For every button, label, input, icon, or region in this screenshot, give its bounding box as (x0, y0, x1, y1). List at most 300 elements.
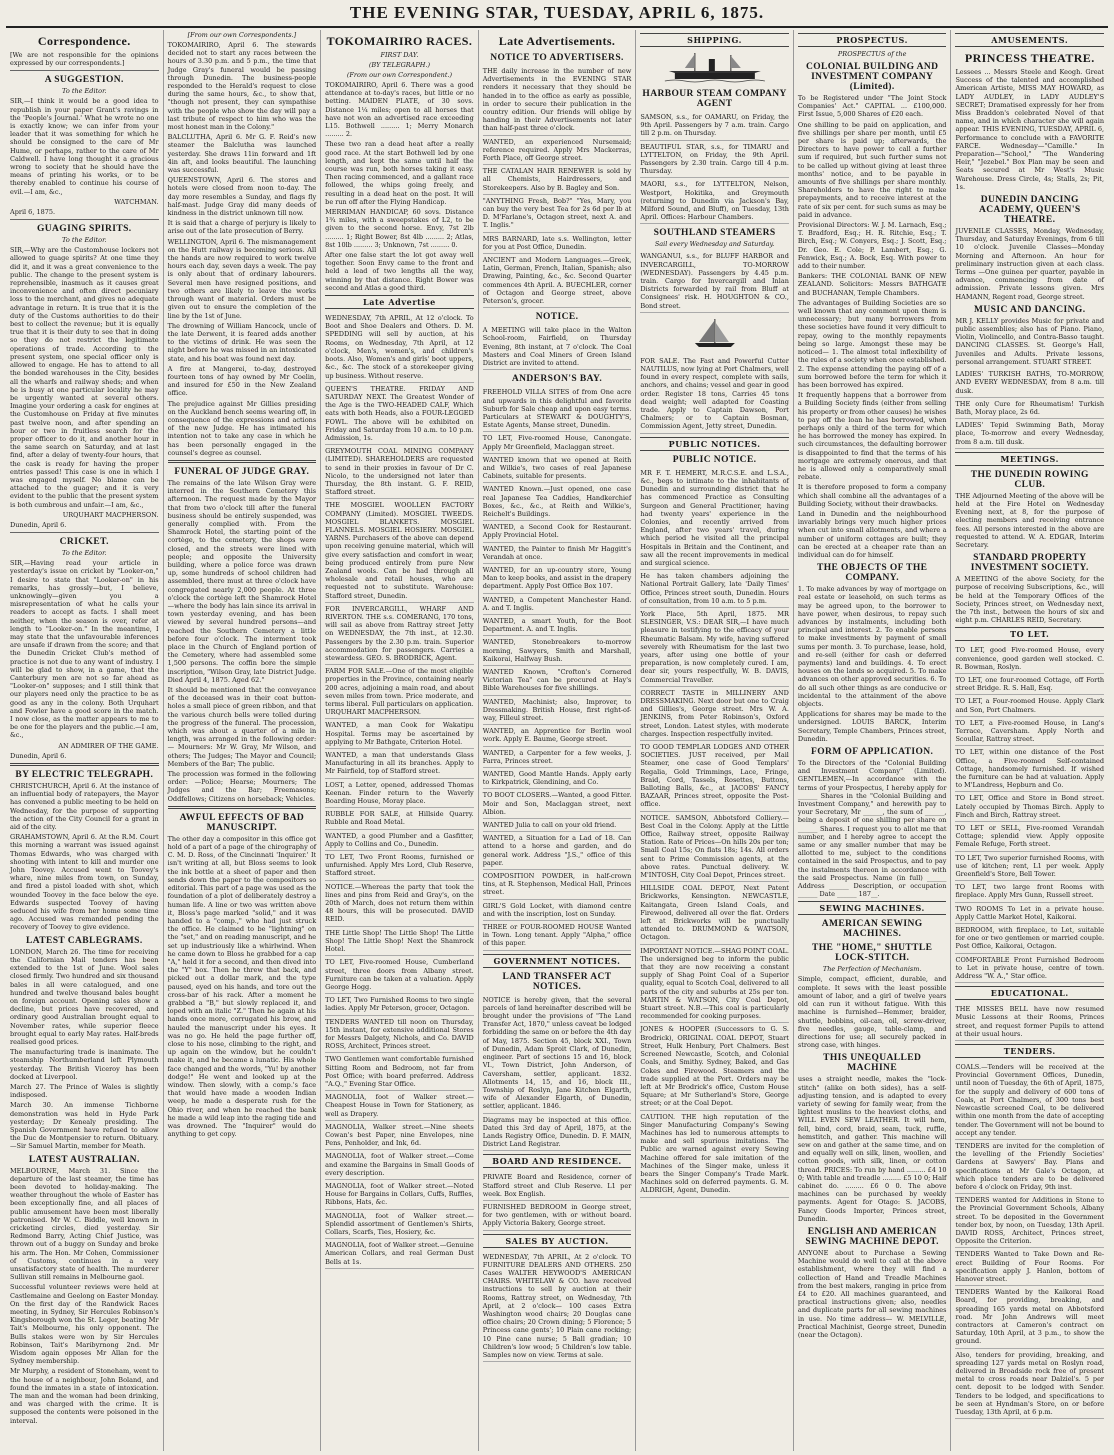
ad-text: TO LET, Two Front Rooms, furnished or unfurnished. Apply Mrs Lord, Club Reserve, Stafford street. (325, 853, 474, 878)
ad-text: NOTICE is hereby given, that the several parcels of land hereinafter described will be brought under the provisions of "The Land Transfer Act, 1870," unless caveat be lodged forbidding the same on or before the 4th day of May, 1875. Section 45, block XXI., Town of Dunedin, Adam Sproit Clark, of Dunedin, engineer. Part of sections 15 and 16, block VI., Town District, John Anderson, of Caversham, settler, applicant. 1832. Allotments 14, 15, and 16, block III., Township of Roslyn, Jane Kitchen Elgarth, wife of Alexander Elgarth, of Dunedin, settler, applicant. 1846. (482, 995, 632, 1111)
ad-text: TO LET or SELL, Five-roomed Verandah Cottage; splendid view. Apply opposite Female Refuge, Forth street. (955, 824, 1105, 849)
advertisement (325, 445, 474, 499)
ad-text: WANTED, Good Mantle Hands. Apply early to Kirkpatrick, Glendining, and Co. (482, 770, 632, 787)
section-banner: AMUSEMENTS. (955, 33, 1104, 47)
ad-text: TO LET, a Four-roomed House. Apply Clark and Son, Port Chalmers. (955, 697, 1105, 714)
advertisement (483, 386, 632, 432)
ad-text: He has taken chambers adjoining the National Portrait Gallery, late 'Daily Times' Office, Princes street south, Dunedin. Hours of consultation, from 10 a.m. to 5 p.m. (640, 572, 789, 605)
advertisement (955, 674, 1104, 695)
ad-text: WANTED, Stonebreakers to-morrow morning, Sawyers, Smith and Marshall, Kaikorai, Halfway Bush. (482, 638, 632, 663)
advertisement (640, 178, 789, 224)
ad-text: COALS.—Tenders will be received at the Provincial Government Offices, Dunedin, until noon of Tuesday, the 6th of April, 1875, for the supply and delivery of 600 tons of Coals, at Port Chalmers, of 300 tons best Newcastle screened Coal, to be delivered within one month from the date of accepting tender. The Government will not be bound to accept any tender. (955, 1063, 1105, 1137)
advertisement (325, 1150, 474, 1180)
article-body: Mr Murphy, a resident of Stoneham, went to the house of a neighbour, John Boland, and found the inmates in a state of intoxication. The man and the woman had been drinking, and was charged with the crime. It is supposed the contents were poisoned in the interval. (10, 1367, 159, 1425)
advertisement (955, 1140, 1104, 1194)
article-body: These two ran a dead heat after a really good race. At the start Bothwell led by one length, and kept the same until half the course was run, both horses taking it easy. Then racing commenced, and a gallant race followed, the whips going freely, and resulting in a dead heat on the post. It will be run off after the Flying Handicap. (325, 140, 474, 206)
advertisement (955, 1349, 1104, 1420)
advertisement (325, 779, 474, 809)
ad-text: WANTED Known.—Just opened, one case real Japanese Tea Caddies, Handkerchief Boxes, &c., &c., at Reith and Wilkie's, Reichelt's Buildings. (482, 485, 632, 518)
ad-heading: AMERICAN SEWING MACHINES. (821, 919, 923, 940)
section-banner: Late Advertise (325, 295, 474, 309)
advertisement (325, 881, 474, 927)
advertisement (955, 924, 1104, 954)
section-banner: EDUCATIONAL. (955, 986, 1104, 1000)
advertisement (325, 665, 474, 719)
article-body: It should be mentioned that the conveyance of the deceased was in their coat button-holes a small piece of green ribbon, and that the various church bells were tolled during the progress of the funeral. The procession, which was about a quarter of a mile in length, was arranged in the following order:— Mourners: Mr W. Gray, Mr Wilson, and others; The Judges; The Mayor and Council; Members of the Bar; The public. (167, 686, 317, 768)
advertisement (483, 254, 632, 308)
divider (10, 532, 159, 533)
article-heading: AWFUL EFFECTS OF BAD MANUSCRIPT. (179, 812, 305, 833)
ad-subheading: Sail every Wednesday and Saturday. (654, 240, 775, 249)
ad-text: TO LET, Two superior furnished Rooms, with use of kitchen; rent, L1 per week. Apply Greenfield's Store, Bell Tower. (955, 853, 1105, 879)
ad-text: TO LET, Office and Store in Bond street. Lately occupied by Thomas Birch. Apply to Finch and Birch, Rattray street. (955, 794, 1105, 819)
ad-text: MRS BARNARD, late s.s. Wellington, letter for you at Post Office, Dunedin. (482, 234, 632, 251)
advertisement (325, 499, 474, 602)
section-banner: PUBLIC NOTICES. (640, 437, 789, 451)
advertisement (325, 830, 474, 851)
column-2 (163, 30, 321, 1451)
advertisement (325, 956, 474, 994)
ad-text: WANTED, for an up-country store, Young Man to keep books, and assist in the drapery department. Apply Post Office Box 107. (482, 565, 632, 591)
ad-text: MAGNOLIA, foot of Walker street.—Genuine American Collars, and real German Dust Bells at 1s. (325, 1241, 474, 1266)
ad-text: THE Little Shop! The Little Shop! The Little Shop! The Little Shop! Next the Shamrock Hotel. (325, 928, 474, 954)
ad-text: WANTED, the Painter to finish Mr Haggitt's Verandah at once. (482, 544, 632, 561)
article-body: QUEENSTOWN, April 6. The stores and hotels were closed from noon to-day. The day more resembles a Sunday, and flags fly half-mast. Judge Gray did many deeds of kindness in the district unknown till now. (167, 176, 317, 218)
ad-text: ANCIENT and Modern Languages.—Greek, Latin, German, French, Italian, Spanish; also Drawing, Painting, &c., &c. Second Quarter commences 4th April. A. BUECHLER, corner of Octagon and George street, above Peterson's, grocer. (482, 256, 632, 306)
ad-text: WANTED known that we opened at Reith and Wilkie's, two cases of real Japanese Cabinets, suitable for presents. (482, 455, 632, 481)
column-6 (793, 30, 951, 1451)
cutter-jib (716, 323, 729, 342)
section-banner: TENDERS. (955, 1044, 1104, 1058)
advertisement (640, 812, 789, 883)
advertisement (483, 233, 632, 254)
ad-text: A MEETING will take place in the Walton School-room, Fairfield, on Thursday Evening, 8th instant, at 7 o'clock. The Coal Masters and Coal Miners of Green Island District are invited to attend. (482, 326, 632, 368)
advertisement (325, 1210, 474, 1240)
advertisement (640, 741, 789, 812)
ad-text: COMPOSITION POWDER, in half-crown tins, at R. Stephenson, Medical Hall, Princes street. (482, 872, 632, 897)
article-body: TOKOMAIRIRO, April 6. The stewards decided not to start any races between the hours of 3.30 p.m. and 5 p.m., the time that Judge Gray's funeral would be passing through Dunedin. The business-people responded to the Herald's request to close during the same hours, &c., to show that, "though not present, they can sympathise with the people who show the day will pay a last tribute of respect to him who was the most honest man in the Colony." (167, 41, 317, 132)
ad-text: LOST, a Letter, opened, addressed Thomas Keenan. Finder return to the Waverly Boarding House, Moray place. (325, 780, 474, 806)
ad-text: TWO ROOMS To Let in a private house. Apply Cattle Market Hotel, Kaikorai. (955, 904, 1105, 921)
ad-text: MR J. KELLY provides Music for private and public assemblies; also has of Piano. Piano, Violin, Violincello, and Contra-Basso taught. DANCING CLASSES. St. George's Hall, Juveniles and Adults. Private lessons, personal arrangement. STUART STREET. (955, 316, 1105, 366)
ad-text: A MEETING of the above Society, for the purpose of receiving Subscriptions, &c., will be held at the Temporary Offices of the Society, Princes street, on Wednesday next, the 7th inst., between the hours of six and eight p.m. CHARLES REID, Secretary. (955, 575, 1105, 625)
ad-text: THE only Cure for Rheumatism! Turkish Bath, Moray place, 2s 6d. (955, 399, 1105, 416)
advertisement (640, 250, 789, 312)
letter-body: SIR,—Having read your article in yesterday's issue on cricket by "Looker-on," I desire to state that "Looker-on" in his remarks, has grossly—but, I believe, unknowingly—given you a misrepresentation of what he calls your readers to accept as facts. I shall meet neither, when the season is over, refer at length to "Looker-on." In the meantime, I may state that the unfavourable inferences are unsafe if drawn from the score; and that the Dunedin Cricket Club's method of practice is not due to any want of industry. I will be glad to show, in a game, that the Canterbury men are not so far ahead as "Looker-on" supposes; and I still think that our players need only the practice to be as good as any in the colony. Both Urquhart and Fowler have a good score in the match. I now close, as the matter appears to me to be one for the players and the public.—I am, &c., (10, 559, 159, 740)
ad-text: THE MOSGIEL WOOLLEN FACTORY COMPANY (Limited). MOSGIEL TWEEDS. MOSGIEL BLANKETS. MOSGIEL FLANNELS. MOSGIEL HOSIERY. MOSGIEL YARNS. Purchasers of the above can depend upon receiving genuine material, which will give every satisfaction and comfort in wear, being produced entirely from pure New Zealand wools. Can be had through all wholesale and retail houses, who are requested not to substitute. Warehouse: Stafford street, Dunedin. (325, 501, 474, 600)
ad-heading: THE "HOME," SHUTTLE LOCK-STITCH. (812, 943, 933, 964)
ad-text: COMFORTABLE Front Furnished Bedroom to Let in private house, centre of town. Address "W. A.," Star office. (955, 955, 1105, 981)
advertisement (955, 746, 1104, 792)
ad-text: FARM FOR SALE.—One of the most eligible properties in the Province, containing nearly 200 acres, adjoining a main road, and about seven miles from town. Price moderate, and terms liberal. Full particulars on application. URQUHART MACPHERSON. (325, 667, 474, 717)
article-body: A fire at Mangerei, to-day, destroyed fourteen tons of hay owned by Mr Coelin, and insured for £50 in the New Zealand office. (167, 364, 317, 398)
article-body: March 30. An immense Tichborne demonstration was held in Hyde Park yesterday; Dr Kenealy presiding. The Spanish Government have refused to allow the Duc de Montpensier to return. Obituary.—Sir Samuel Martin, member for Meath. (10, 1101, 159, 1151)
letter-date: April 6, 1875. (10, 208, 56, 217)
ad-text: TENDERS Wanted by the Kaikorai Road Board, for providing, breaking, and spreading 165 yards metal on Abbotsford road. Mr John Andrews will meet contractors at Cameron's contract on Saturday, 10th April, at 3 p.m., to show the ground. (955, 1288, 1105, 1346)
masthead-title: THE EVENING STAR, TUESDAY, APRIL 6, 1875. (349, 3, 765, 22)
ad-text: WEDNESDAY, 7th APRIL, At 2 o'clock. TO FURNITURE DEALERS AND OTHERS. 250 Cases WALTER HEYWOOD'S AMERICAN CHAIRS. WHITELAW & CO. have received instructions to sell by auction at their Rooms, Rattray street, on Wednesday, 7th April, at 2 o'clock— 100 cases Extra Washington wood chairs; 20 Douglas cane office chairs; 20 Crown dining; 5 Florence; 5 Princess cane gents'; 10 Plain cane rocking; 10 Pine cane nurse; 5 Ball gradian; 10 Children's low wood; 5 Children's low table. Samples now on view. Terms at sale. (482, 1252, 632, 1359)
divider (168, 460, 317, 463)
advertisement (325, 851, 474, 881)
divider (10, 70, 159, 71)
cutter-sail (699, 320, 715, 342)
advertisement (955, 1248, 1104, 1286)
advertisement (955, 954, 1104, 984)
ad-text: SAMSON, s.s., for OAMARU, on Friday, the 9th April. Passengers by 7 a.m. train. Cargo till 2 p.m. on Thursday. (640, 113, 789, 138)
ad-text: Simple, compact, efficient, durable, and complete. It sews with the least possible amount of labor, and a girl of twelve years old can run it without fatigue. With this machine is furnished—Hemmer, braider, shuttle, bobbins, oil-can, oil, screw-driver, five needles, gauge, table-clamp, and directions for use; all securely packed in strong case, with hinges. (797, 975, 947, 1050)
article-body: BALCLUTHA, April 6. Mr G. F. Reid's new steamer the Balclutha was launched yesterday. She draws 11in forward and 1ft 4in aft, and looks beautiful. The launching was successful. (167, 133, 317, 175)
advertisement (325, 312, 474, 383)
ad-text: TENDERS wanted for Additions in Stone to the Provincial Government Schools, Albany street. To be deposited in the Government tender box, by noon, on Tuesday, 13th April. DAVID ROSS, Architect, Princes street, Opposite the Criterion. (955, 1196, 1105, 1246)
masthead (6, 0, 1108, 28)
ad-text: CAUTION. THE high reputation of the Singer Manufacturing Company's Sewing Machines has led to numerous attempts to make and sell spurious imitations. The Public are warned against every Sewing Machine offered for sale imitation of the Machines of the Singer make, unless it bears the Singer Company's Trade Mark. Machines sold on deferred payments. G. M. ALDRIGH, Agent, Dunedin. (640, 1112, 789, 1195)
advertisement (483, 921, 632, 951)
prospectus-text: Bankers: THE COLONIAL BANK OF NEW ZEALAND. Solicitors: Messrs BATHGATE and BUCHANAN, Temple Chambers. (797, 272, 947, 297)
prospectus-text: The advantages of Building Societies are so well known that any comment upon them is unnecessary; but many borrowers from these societies have found it very difficult to repay, owing to the monthly repayments being so large. Amongst these may be noticed— 1. The almost total inflexibility of the rules of a society when once established. 2. The expense attending the paying off of a sum borrowed before the term for which it has been borrowed has expired. (797, 298, 947, 389)
ad-heading: COLONIAL BUILDING AND INVESTMENT COMPANY (Limited). (805, 62, 939, 92)
section-heading: Correspondence. (37, 34, 131, 48)
article-body: CHRISTCHURCH, April 6. At the instance of an influential body of ratepayers, the Mayor has convened a public meeting to be held on Wednesday, for the purpose of supporting the action of the City Council for a grant in aid of the city. (10, 782, 159, 832)
advertisement (483, 454, 632, 484)
advertisement (325, 1016, 474, 1054)
article-heading: GUAGING SPIRITS. (37, 224, 132, 235)
advertisement (483, 832, 632, 870)
article-heading: TOKOMAIRIRO RACES. (326, 34, 473, 48)
article-heading: FUNERAL OF JUDGE GRAY. (174, 466, 310, 477)
ad-text: TENDERS are invited for the completion of the levelling of the Friendly Societies' Gardens at Sawyers' Bay. Plans and specifications at Mr Gale's Octagon, at which place tenders are to be delivered before 4 o'clock on Friday, 9th inst. (955, 1141, 1105, 1191)
advertisement (483, 521, 632, 542)
ad-text: MAORI, s.s., for LYTTELTON, Nelson, Westport, Hokitika, and Greymouth (returning to Dunedin via Jackson's Bay, Milford Sound, and Bluff), on Tuesday, 13th April. Offices: Harbour Chambers. (640, 180, 789, 222)
ad-text: WANTED, a Second Cook for Restaurant. Apply Provincial Hotel. (482, 523, 632, 540)
article-body: It is said that a charge of perjury is likely to arise out of the late prosecution of Berry. (167, 219, 317, 236)
letter-body: SIR,—I think it would be a good idea to republish in your paper Grant's ravings in the 'People's Journal.' What he wrote no one is exactly know; we can infer from your leader that it was something for which he should be consigned to the care of Mr Hume, or perhaps, rather to the care of Mr Caldwell. I have long thought it a gracious wrong to society that he should have the means of printing his works, or to be thereby enabled to continue his course of evil.—I am, &c., (10, 97, 159, 196)
prospectus-text: 1. To make advances by way of mortgage on real estate or leasehold, on such terms as may be agreed upon, to the borrower to have power, when desirous, to repay such advances by instalments, including both principal and interest. 2. To enable persons to make investments by payment of small sums per month. 3. To purchase, lease, hold, and re-sell (either for cash or deferred payments) land and buildings. 4. To erect houses on the lands so acquired. 5. To make advances on other approved securities. 6. To do all such other things as are conducive or incidental to the attainment of the above objects. (797, 585, 947, 709)
ad-text: Also, tenders for providing, breaking, and spreading 127 yards metal on Roslyn road, delivered in Broadside rock free of present metal to cross roads near Dalziel's. 5 per cent. deposit to be lodged with Sender. Tenders to be lodged, and specifications to be seen at Hyndman's Store, on or before Tuesday, 13th April, at 6 p.m. (955, 1350, 1105, 1416)
ad-text: NOTICE.—Whereas the party that took the lines and pins from Reid and Gray's, on the 20th of March, does not return them within 48 hours, this will be prosecuted. DAVID REID. (325, 882, 474, 924)
ad-text: JONES & HOOPER (Successors to G. S. Brodrick), ORIGINAL COAL DEPOT, Stuart Street, Hulk Henbury, Port Chalmers. Best Screened Newcastle, Scotch, and Colonial Coals, and Smithy. Sydney, Baked, and Gas Cokes and Firewood. Steamers and the trade supplied at the Port. Orders may be left at Mr Brodrick's office, Custom House Square; at Mr Sutherland's Store, George street; or at the Coal Depot. (640, 1025, 789, 1108)
ad-text: "ANYTHING Fresh, Bob?" "Yes, Mary, you can buy the very best Tea for 2s 6d per lb at D. M'Farlane's, Octagon street, next A. and T. Inglis." (482, 196, 632, 230)
article-body: GRAHAMSTOWN, April 6. At the R.M. Court this morning a warrant was issued against Thomas Edwards, who was charged with shooting with intent to kill and murder one John Toovey. Accused went to Toovey's whare, nine miles from town, on Sunday, and fired a pistol loaded with shot, which wounded Toovey in the face below the eye. Edwards suspected Toovey of having seduced his wife from her home some time ago. Accused was remanded pending the recovery of Toovey to give evidence. (10, 833, 159, 932)
section-banner: BOARD AND RESIDENCE. (483, 1154, 632, 1168)
article-body: The other day a compositor in this office got hold of a part of a page of the chirography of C. M. D. Ross, of the Cincinnati 'Inquirer.' It isn't writing at all, but Bloss seems to look the ink bottle at a sheet of paper and then sends down the paper to the compositors so editorial. This part of a page was used as the foundation of a plot of deliberately destroy a human life. A line or two was written above it, Bloss's page marked "solid," and it was handed to a "comp.," who had just struck the office. He claimed to be "lightning" on the "set," and on reading manuscript, and he set up industriously like a whirlwind. When he came down to Bloss he grabbed for a cap "A," held it for a second, and then dived into the "Y" box. Then he threw that back, and picked out a dollar mark, and the type paused, eyed on his hands, and tore out the cross-bar of his rack. After a moment he grabbed a "B," but slowly replaced it, and loped with an italic "Z." Then he again at his hands once more, corrugated his brow, and hauled the manuscript under his eyes. It was no go. He held the page further off, close to his nose, climbing to the right, and up again on the window, but he couldn't make it, and he became a lunatic. His whole face changed and the words, "Yu! by another dodge!" He went and looked up at the window. Then slowly, with a comp.'s face that would have made a wooden Indian weep, he made a desperate rush for the Ohio river, and when he reached the bank he made a wild leap into the raging tide and was drowned. The "Inquirer" would do anything to get copy. (167, 834, 317, 1139)
ad-heading: THE OBJECTS OF THE COMPANY. (816, 563, 928, 584)
ad-text: WANTED, a man that understands Glass Manufacturing in all its branches. Apply to Mr Fairfield, top of Stafford street. (325, 751, 474, 776)
letter-body: SIR,—Why are the Customhouse lockers not allowed to guage spirits? At one time they did it, and it was a great convenience to the public. The change to the present system is reprehensible, inasmuch as it causes great inconvenience and often direct pecuniary loss to the merchant, and gives no adequate advantage in return. It is true that it is the duty of the Customs authorities to do their best to collect the revenue; but it is equally true that it is their duty to see that in doing so they do not restrict the legitimate operations of trade. According to the present system, one special officer only is allowed to engage. He has to attend to all the bonded warehouses in the City, besides all the wharfs and railway sheds; and when he is busy at one particular locality he may be urgently wanted at several others. Imagine your ordering a cask for engines at the Customhouse on Friday at five minutes past twelve noon, and after spending an hour or two in fruitless search for the proper officer to do it, and another hour in the same search on Saturday, and at last find, after a delay of twenty-four hours, that the cask is ready for having the proper entries passed! This case is one in which I was engaged myself. No blame can be attached to the guager; and it is very evident to the public that the present system is both cumbrous and unfair.—I am, &c., (10, 246, 159, 509)
ad-text: TWO Gentlemen want comfortable furnished Sitting Room and Bedroom, not far from Post Office; with board preferred. Address "A.Q.," Evening Star Office. (325, 1055, 474, 1088)
ad-text: WANTED, a Situation for a Lad of 18. Can attend to a horse and garden, and do general work. Address "J.S.," office of this paper. (482, 834, 632, 867)
ship-sail (685, 54, 695, 68)
advertisement (483, 636, 632, 666)
advertisement (483, 1201, 632, 1231)
advertisement (640, 945, 789, 1024)
advertisement (483, 1171, 632, 1201)
article-subheading: (From our own Correspondent.) (346, 71, 453, 79)
ad-text: TENDERS Wanted to Take Down and Re-erect Building of Four Rooms. For specification apply J. Hanlon, bottom of Hanover street. (955, 1250, 1105, 1283)
advertisement (483, 594, 632, 615)
prospectus-text: It is therefore proposed to form a company which shall combine all the advantages of a Building Society, without their drawbacks. (797, 483, 947, 508)
column-1 (6, 30, 163, 1451)
prospectus-text: One shilling to be paid on application, and five shillings per share per month, until £5 per share is paid up; afterwards, the Directors to have power to call a further sum if required, but such further sums not to be called up without giving at least three months' notice, and to be payable in amounts of five shillings per share monthly. Shareholders to have the right to make prepayments, and to receive interest at the rate of six per cent. for such sums as may be paid in advance. (797, 120, 947, 219)
ad-subheading: The Perfection of Mechanism. (822, 965, 922, 974)
advertisement (640, 355, 789, 434)
section-banner: SEWING MACHINES. (798, 901, 947, 915)
section-banner: GOVERNMENT NOTICES. (483, 954, 632, 968)
ad-text: TO LET, one four-roomed Cottage, off Forth street Bridge. R. S. Hall, Esq. (955, 675, 1105, 693)
ad-text: BEAUTIFUL STAR, s.s., for TIMARU and LYTTELTON, on Friday, the 9th April. Passengers by 2.30 train. Cargo till 4 p.m. Thursday. (640, 142, 789, 176)
advertisement (483, 615, 632, 636)
ad-heading: ANDERSON'S BAY. (511, 374, 603, 385)
advertisement (325, 927, 474, 957)
advertisement (483, 900, 632, 921)
ad-text: WANTED, Machinist; also, Improver, to Dressmaking. British House, first right-of-way, Filleul street. (482, 697, 632, 722)
article-heading: LATEST CABLEGRAMS. (25, 935, 143, 946)
ad-text: TO LET, Five-roomed House, Cumberland street, three doors from Albany street. Furniture can be taken at a valuation. Apply George Hogg. (325, 958, 474, 991)
advertisement (955, 1194, 1104, 1248)
ad-text: TENDERS WANTED till noon on Thursday, 15th instant, for extensive additional Stores for Messrs Dalgety, Nichols, and Co. DAVID ROSS, Architect, Princes street. (325, 1017, 474, 1051)
article-body: MELBOURNE, March 31. Since the departure of the last steamer, the time has been devoted to holiday-making. The weather throughout the whole of Easter has been exceptionally fine, and all places of public amusement have been most liberally patronised. Mr W. C. Biddle, well known in cricketing circles, died yesterday. Sir Redmond Barry, Acting Chief Justice, was thrown out of a buggy on Sunday and broke his arm. The Hon. Mr Cohen, Commissioner of Customs, continues in a very unsatisfactory state of health. The murderer Sullivan still remains in Melbourne gaol. (10, 1166, 159, 1282)
advertisement (955, 644, 1104, 674)
ad-text: HILLSIDE COAL DEPOT, Next Patent Brickworks, Kensington. NEWCASTLE, Kaitangata, Green Island Coals, and Firewood, delivered all over the flat. Orders left at Brickworks will be punctually attended to. DRUMMOND & WATSON, Octagon. (640, 884, 789, 942)
article-subheading: FIRST DAY. (380, 51, 419, 59)
ad-text: WANTED, a man Cook for Wakatipu Hospital. Terms may be ascertained by applying to Mr Bathgate, Criterion Hotel. (325, 721, 474, 746)
advertisement (955, 852, 1104, 882)
advertisement (325, 1121, 474, 1151)
prospectus-text: Land in Dunedin and the neighbourhood invariably brings very much higher prices when cut into small allotments, and where a number of uniform cottages are built; they can be erected at a cheaper rate than an individual can do for himself. (797, 509, 947, 559)
advertisement (955, 368, 1104, 398)
article-body: The procession was formed in the following order: —Police; Hearse; Mourners; The Judges and the Bar; Freemasons; Oddfellows; Citizens on horseback; Vehicles. (167, 770, 317, 803)
letter-signature: WATCHMAN. (114, 197, 159, 206)
section-banner: PROSPECTUS. (798, 33, 947, 47)
ad-text: NOTICE. SAMSON, Abbotsford Colliery.—Best Coal in the Colony. Apply at the Little Office, Railway street, opposite Railway Station. Rate of Prices—On hills 20s per ton; Small Coal 15s; On flats 18s; 14s. All orders sent to Prime Commission agents, at the above rates. Punctual delivery. W. M'INTOSH, City Coal Depot, Princes street. (640, 813, 789, 880)
ad-heading: ENGLISH AND AMERICAN SEWING MACHINE DEPOT. (805, 1226, 939, 1247)
ad-heading: NOTICE TO ADVERTISERS. (490, 53, 624, 63)
advertisement (483, 747, 632, 768)
section-banner: SALES BY AUCTION. (483, 1234, 632, 1248)
ship-deck (669, 71, 761, 73)
ad-text: WANTED, a Carpenter for a few weeks, J. Farra, Princes street. (482, 748, 632, 765)
advertisement (483, 564, 632, 594)
advertisement (483, 136, 632, 166)
ad-text: TO BOOT CLOSERS.—Wanted, a good Fitter. Moir and Son, Maclaggan street, next Albion. (482, 791, 632, 816)
advertisement (955, 1003, 1104, 1041)
ad-text: TO LET, two large front Rooms with fireplace. Apply Mrs Gunn, Russell street. (955, 883, 1105, 900)
ad-text: MR F. T. HEMERT, M.R.C.S.E. and L.S.A., &c., begs to intimate to the inhabitants of Dunedin and surrounding district that he has commenced Practice as Consulting Surgeon and General Practitioner, having had twenty years' experience in the Colonies, and recently arrived from England, after two years' travel, during which period he visited all the principal Hospitals in Britain and the Continent, and saw all the recent improvements in medical and surgical science. (640, 468, 789, 567)
ad-text: MAGNOLIA, foot of Walker street.—Noted House for Bargains in Collars, Cuffs, Ruffles, Ribbons, Hats, &c. (325, 1181, 474, 1207)
advertisement (483, 324, 632, 370)
advertisement (325, 383, 474, 445)
advertisement (640, 1111, 789, 1198)
editor-note: [We are not responsible for the opinions expressed by our correspondents.] (10, 51, 159, 68)
advertisement (955, 1061, 1104, 1140)
ad-text: MAGNOLIA, foot of Walker street.—Cheapest House in Town for Stationery, as well as Drapery. (325, 1093, 474, 1118)
advertisement (955, 695, 1104, 716)
advertisement (955, 398, 1104, 419)
advertisement (955, 1286, 1104, 1348)
ad-text: Lessees ... Messrs Steele and Keogh. Great Success of the talented and accomplished American Artiste, MISS MAY HOWARD, as LADY AUDLEY, in LADY AUDLEY'S SECRET; Dramatised expressly for her from Miss Braddon's celebrated Novel of that name, and in which character she will again appear. THIS EVENING, TUESDAY, APRIL 6, Performance to conclude with a FAVORITE FARCE. Wednesday—"Camille." In Preparation—"School," "The Wandering Heir," "Jezebel." Box Plan may be seen and Seats secured at Mr West's Music Warehouse. Dress Circle, 4s; Stalls, 2s; Pit, 1s. (955, 68, 1105, 191)
ad-heading: PUBLIC NOTICE. (672, 454, 757, 465)
article-body: The prejudice against Mr Gillies presiding on the Auckland bench seems wearing off, in consequence of the expressions and actions of the new Judge. He has intimated his intention not to take any case in which he has been personally engaged in the counsel's degree as counsel. (167, 399, 317, 457)
section-banner: SHIPPING. (640, 33, 789, 47)
sea-waves (665, 80, 765, 82)
ad-text: THREE or FOUR-ROOMED HOUSE Wanted in Town. Long tenant. Apply "Alpha," office of this paper. (482, 923, 632, 948)
advertisement (955, 822, 1104, 852)
ad-text: IMPORTANT NOTICE.—SHAG POINT COAL. The undersigned beg to inform the public that they are now receiving a constant supply of Shag Point Coal of a Superior quality, equal to Scotch Coal, delivered to all parts of the city and suburbs at 25s per ton. MARTIN & WATSON, City Coal Depot, Stuart street. N.B.—This coal is particularly recommended for cooking purposes. (640, 946, 789, 1021)
divider (10, 219, 159, 220)
advertisement (325, 1053, 474, 1091)
ad-text: FOR INVERCARGILL, WHARF AND RIVERTON. THE s.s. COMERANG, 170 tons, will sail as above from Rattray street Jetty on WEDNESDAY, the 7th inst., at 12.30. Passengers by the 2.30 p.m. train. Superior accommodation for passengers. Carries a stewardess. GEO. S. BRODRICK, Agent. (325, 604, 474, 662)
advertisement (483, 696, 632, 726)
advertisement (483, 165, 632, 195)
article-subheading: To the Editor. (62, 236, 107, 245)
advertisement (483, 432, 632, 453)
article-body: MERRIMAN HANDICAP, 60 sovs. Distance 1¾ miles, with a sweepstakes of L2, to be given to the second horse. Envy, 7st 2lb ......... 1; Right Bower, 8st 4lb ......... 2; Atlas, 8st 10lb ......... 3; Unknown, 7st ......... 0. (325, 208, 474, 249)
article-subheading: To the Editor. (62, 87, 107, 96)
ship-hull (675, 73, 755, 79)
ad-text: RUBBLE FOR SALE, at Hillside Quarry. Rubble and Road Metal. (325, 810, 474, 827)
ad-text: LADIES' Tepid Swimming Bath, Moray place, To-morrow and every Wednesday, from 8 a.m. till dusk. (955, 421, 1105, 446)
ad-text: FURNISHED BEDROOM in George street, for two gentlemen, with or without board. Apply Victoria Bakery, George street. (482, 1202, 632, 1228)
ad-text: BEDROOM, with fireplace, to Let, suitable for one or two gentlemen or married couple. Post Office, Kaikorai, Octagon. (955, 926, 1105, 951)
ad-text: WANTED, an Apprentice for Berlin wool work. Apply E. Baume, George street. (482, 727, 632, 744)
advertisement (483, 65, 632, 136)
application-form-text: To the Directors of the "Colonial Building and Investment Company" (Limited). GENTLEMEN,—In accordance with the terms of your Prospectus, I hereby apply for ______ Shares in the "Colonial Building and Investment Company," and herewith pay to your Secretary, Mr ______, the sum of ______, being a deposit of one shilling per share on ______ Shares. I request you to allot me that number, and I hereby agree to accept the same or any smaller number that may be allotted to me, subject to the conditions contained in the said Prospectus, and to pay the instalments thereon in accordance with the said Prospectus. Name (in full) ______ Address ______ Description, or occupation ______ Date ______ 187__. (797, 759, 947, 899)
ad-text: QUEEN'S THEATRE. FRIDAY AND SATURDAY NEXT. The Greatest Wonder of the Age is the TWO-HEADED CALF, Which eats with both Heads, also a FOUR-LEGGED FOWL. The above will be exhibited on Friday and Saturday from 10 a.m. to 10 p.m. Admission, 1s. (325, 384, 474, 442)
article-body: LONDON, March 26. The time for receiving the Californian Mail tenders has been extended to the 1st of June. Wool sales closed firmly. Two hundred and six thousand bales in all were catalogued, and one hundred and twelve thousand bales bought on foreign account. Opening sales show a decline, but prices have recovered, and ordinary good Australian brought equal to November rates, while superior fleece brought equal to early May rates. Half-breds realised good prices. (10, 947, 159, 1046)
ad-text: JUVENILE CLASSES, Monday, Wednesday, Thursday, and Saturday Evenings, from 6 till 10 o'clock. Juvenile Classes—Monday Morning and Afternoon. An hour for preliminary instruction given at each class. Terms —One guinea per quarter, payable in advance, commencing from date of admission. Private lessons given. Mrs HAMANN, Regent road, George street. (955, 227, 1105, 301)
divider (168, 806, 317, 809)
advertisement (483, 195, 632, 233)
ad-heading: THIS UNEQUALLED MACHINE (823, 1053, 922, 1074)
ad-heading: HARBOUR STEAM COMPANY AGENT (642, 89, 787, 109)
ad-heading: FORM OF APPLICATION. (811, 747, 934, 758)
article-body: WELLINGTON, April 6. The mismanagement on the Hutt railway is becoming serious. All the hands are now required to work twelve hours each day, seven days a week. The pay is only about that of ordinary labourers. Several men have resigned positions, and two others are likely to leave the works through want of material. Orders must be given out to ensure the completion of the line by the 1st of June. (167, 237, 317, 320)
ad-text: Diagrams may be inspected at this office. Dated this 3rd day of April, 1875, at the Lands Registry Office, Dunedin. D. F. MAIN, District Land Registrar. (482, 1115, 632, 1149)
ad-text: THE CATALAN HAIR RENEWER is sold by all Chemists, Hairdressers, and Storekeepers. Also by B. Bagley and Son. (482, 167, 632, 192)
ad-heading: PRINCESS THEATRE. (964, 51, 1095, 65)
article-subheading: [From our own Correspondents.] (187, 31, 297, 39)
advertisement (483, 725, 632, 746)
ad-heading: SOUTHLAND STEAMERS (653, 228, 776, 239)
advertisement (325, 749, 474, 779)
advertisement (483, 483, 632, 521)
article-subheading: (BY TELEGRAPH.) (368, 61, 430, 69)
ad-text: FREEHOLD VILLA SITES of from One acre and upwards in this delightful and favorite Suburb for Sale cheap and upon easy terms. Particulars at STEWART & DOUGHTY'S, Estate Agents, Manse street, Dunedin. (482, 388, 632, 430)
ship-sail (731, 56, 741, 68)
article-heading: BY ELECTRIC TELEGRAPH. (15, 770, 154, 781)
advertisement (483, 789, 632, 819)
column-3 (320, 30, 478, 1451)
ad-text: WANTED, a smart Youth, for the Boot Department. A. and T. Inglis. (482, 616, 632, 634)
ad-heading: THE DUNEDIN ROWING CLUB. (970, 469, 1089, 490)
letter-signature: URQUHART MACPHERSON. (62, 510, 159, 519)
ad-text: PRIVATE Board and Residence, corner of Stafford street and Club Reserve. L1 per week. Box English. (482, 1173, 632, 1198)
advertisement (325, 994, 474, 1015)
ad-heading: STANDARD PROPERTY INVESTMENT SOCIETY. (970, 553, 1089, 574)
advertisement (640, 570, 789, 608)
ad-text: WANTED, an experienced Nursemaid; reference required. Apply Mrs Mackerras, Forth Place, off George street. (482, 137, 632, 163)
ad-text: TO LET, Two Furnished Rooms to two single ladies. Apply Mr Peterson, grocer, Octagon. (325, 996, 474, 1013)
advertisement (325, 1180, 474, 1210)
ad-text: TO LET, good Five-roomed House, every convenience, good garden well stocked. C. R. Bowman, Roslyn. (955, 646, 1105, 671)
ad-text: WANGANUI, s.s., for BLUFF HARBOR and INVERCARGILL, TO-MORROW (WEDNESDAY). Passengers by 4.45 p.m. train. Cargo for Invercargill and Inlan Districts forwarded by rail from Bluff at Consignees' risk. H. HOUGHTON & CO., Bond street. (640, 252, 789, 310)
ad-heading: MUSIC AND DANCING. (974, 304, 1086, 315)
advertisement (325, 808, 474, 829)
ad-text: MAGNOLIA, foot of Walker street.—Splendid assortment of Gentlemen's Shirts, Collars, Scarfs, Ties, Hosiery, &c. (325, 1211, 474, 1236)
article-body: The drowning of William Hancock, uncle of the late Derwent, it is feared adds another to the victims of drink. He was seen the night before he was missed in an intoxicated state, and his boat was found next day. (167, 321, 317, 363)
article-heading: LATEST AUSTRALIAN. (28, 1154, 140, 1165)
advertisement (483, 1251, 632, 1363)
ad-text: WANTED, a good Plumber and a Gasfitter, Apply to Collins and Co., Dunedin. (325, 831, 474, 848)
article-body: Successful volunteer reviews were held at Castlemaine and Geelong on Easter Monday. On the first day of the Randwick Races meeting, in Sydney, Sir Hercules Robinson's Kingsborough won the St. Leger, beating Mr Tait's Melbourne, his only opponent. The Bulls stakes were won by Sir Hercules Robinson, Tait's Maribyrnong 2nd. Mr Wisdom again opposes Mr Allan for the Sydney membership. (10, 1283, 159, 1366)
article-subheading: To the Editor. (62, 549, 107, 558)
advertisement (640, 608, 789, 687)
advertisement (325, 1239, 474, 1269)
advertisement (483, 543, 632, 564)
advertisement (483, 1114, 632, 1152)
advertisement (640, 467, 789, 570)
ad-text: THE MISSES BELL have now resumed Music Lessons at their Rooms, Princes street, and request former Pupils to attend at their usual hours. (955, 1005, 1105, 1038)
steamship-illustration (648, 51, 782, 85)
advertisement (955, 903, 1104, 924)
article-body: The remains of the late Wilson Gray were interred in the Southern Cemetery this afternoon. The request made by the Mayor that from two o'clock till after the funeral business should be entirely suspended, was generally complied with. From the Shamrock Hotel, the starting point of the cortège, to the cemetery, the shops were closed, and the streets were lined with people; and opposite the University building, where a police force was drawn up, some hundreds of school children had assembled, there must at three o'clock have congregated nearly 2,000 people. At three o'clock the cortège left the Shamrock Hotel—where the body has lain since its arrival in town yesterday evening, and has been viewed by several hundred persons—and reached the Southern Cemetery a little before four o'clock. The interment took place in the Church of England portion of the Cemetery, where had assembled some 1,500 persons. The coffin bore the simple inscription, "Wilson Gray, late District Judge. Died April 4, 1875. Aged 62." (167, 478, 317, 684)
ad-text: THE daily increase in the number of new Advertisements in the EVENING STAR renders it necessary that they should be handed in to the office as early as possible, in order to secure their publication in the country edition. Our friends will oblige by handing in their Advertisements not later than half-past three o'clock. (482, 67, 632, 133)
advertisement (640, 111, 789, 141)
section-heading: Late Advertisements. (498, 34, 616, 48)
advertisement (955, 792, 1104, 822)
advertisement (640, 141, 789, 179)
article-body: After one false start the lot got away well together. Soon Envy came to the front and held a lead of two lengths all the way, winning by that distance. Right Bower was second and Atlas a good third. (325, 251, 474, 292)
ad-heading: DUNEDIN DANCING ACADEMY, QUEEN'S THEATRE. (978, 195, 1081, 226)
ad-text: TO GOOD TEMPLAR LODGES AND OTHER SOCIETIES. JUST received, per Mail Steamer, one case of Good Templars' Regalia, Gold Trimmings, Lace, Fringe, Braid, Cord, Tassels, Rosettes, Buttons, Balloting Balls, &c., at JACOBS' FANCY BAZAAR, Princes street, opposite the Post-office. (640, 742, 789, 809)
ad-text: GREYMOUTH COAL MINING COMPANY (LIMITED). SHAREHOLDERS are requested to send in their proxies in favour of Dr C. Nicolo, to the undersigned not later than Thursday, the 8th instant. G. F. REID, Stafford street. (325, 447, 474, 497)
prospectus-text: Applications for shares may be made to the undersigned. LOUIS BARCK, Interim Secretary, Temple Chambers, Princes street, Dunedin. (797, 710, 947, 743)
ad-text: CORRECT TASTE in MILLINERY AND DRESSMAKING. Next door but one to Craig and Gillies's, George street. Mrs W. A. JENKINS, from Peter Robinson's, Oxford street, London. Latest styles, with moderate charges. Inspection respectfully invited. (640, 688, 789, 738)
ad-text: York Place, 5th April, 1875. MR SLESINGER, V.S.: DEAR SIR,—I have much pleasure in testifying to the efficacy of your Rheumatic Balsam. My wife, having suffered severely with Rheumatism for the last two years, after using one bottle of your preparation, is now completely cured. I am, dear sir, yours respectfully, W. B. DAVIS, Commercial Traveller. (640, 609, 789, 684)
letter-signature: AN ADMIRER OF THE GAME. (58, 741, 159, 750)
article-body: The manufacturing trade is inanimate. The steamship Northumberland left Plymouth yesterday. The British Viceroy has been docked at Liverpool. (10, 1048, 159, 1081)
article-heading: CRICKET. (59, 537, 109, 548)
advertisement (325, 719, 474, 749)
divider (10, 763, 159, 766)
advertisement (325, 603, 474, 665)
advertisement (483, 666, 632, 696)
advertisement (483, 870, 632, 900)
advertisement (955, 419, 1104, 449)
ad-text: WANTED, a Competent Manchester Hand. A. and T. Inglis. (482, 595, 632, 612)
advertisement (483, 768, 632, 789)
ad-text: WANTED Known, "Crofton's Cornered Victorian Tea" can be procured at Hay's Bible Warehouses for five shillings. (482, 667, 632, 693)
cutter-hull (695, 343, 735, 347)
ad-heading: NOTICE. (535, 312, 579, 323)
ad-text: MAGNOLIA, Walker street.—Nine sheets Cowan's best Paper, nine Envelopes, nine Pens, Penholder, and Ink, 6d. (325, 1122, 474, 1148)
ad-text: MAGNOLIA, foot of Walker street.—Come and examine the Bargains in Small Goods of every description. (325, 1152, 474, 1177)
section-banner: MEETINGS. (955, 452, 1104, 466)
advertisement (640, 687, 789, 741)
ad-subheading: PROSPECTUS of the (837, 50, 907, 58)
ad-text: GIRL'S Gold Locket, with diamond centre and with the inscription, lost on Sunday. (482, 901, 632, 918)
prospectus-text: It frequently happens that a borrower from a Building Society finds (either from selling his property or from other causes) he wishes to pay off the loan he has borrowed, when perhaps only a third of the term for which he has borrowed the money has expired. In such circumstances, the defaulting borrower is disappointed to find that the terms of his mortgage are extremely onerous, and that he is allowed only a comparatively small rebate. (797, 391, 947, 482)
column-4 (478, 30, 636, 1451)
advertisement (955, 881, 1104, 902)
section-banner: TO LET. (955, 627, 1104, 641)
ad-text: TO LET, Five-roomed House, Canongate. Apply Mr Greenfield, Maclaggan street. (482, 434, 632, 451)
advertisement (640, 1023, 789, 1110)
ad-text: LADIES' TURKISH BATHS, TO-MORROW, AND EVERY WEDNESDAY, from 8 a.m. till dusk. (955, 370, 1105, 395)
advertisement (640, 882, 789, 944)
ad-text: FOR SALE. The Fast and Powerful Cutter NAUTILUS, now lying at Port Chalmers, well found in every respect, complete with sails, anchors, and chains; vessel and gear in good order. Register 18 tons, Carries 45 tons dead weight; well adapted for Coasting trade. Apply to Captain Dawson, Port Chalmers; or to Captain Bosman, Commission Agent, Jetty street, Dunedin. (640, 356, 789, 431)
article-heading: A SUGGESTION. (44, 75, 124, 86)
ship-funnel (709, 59, 715, 71)
